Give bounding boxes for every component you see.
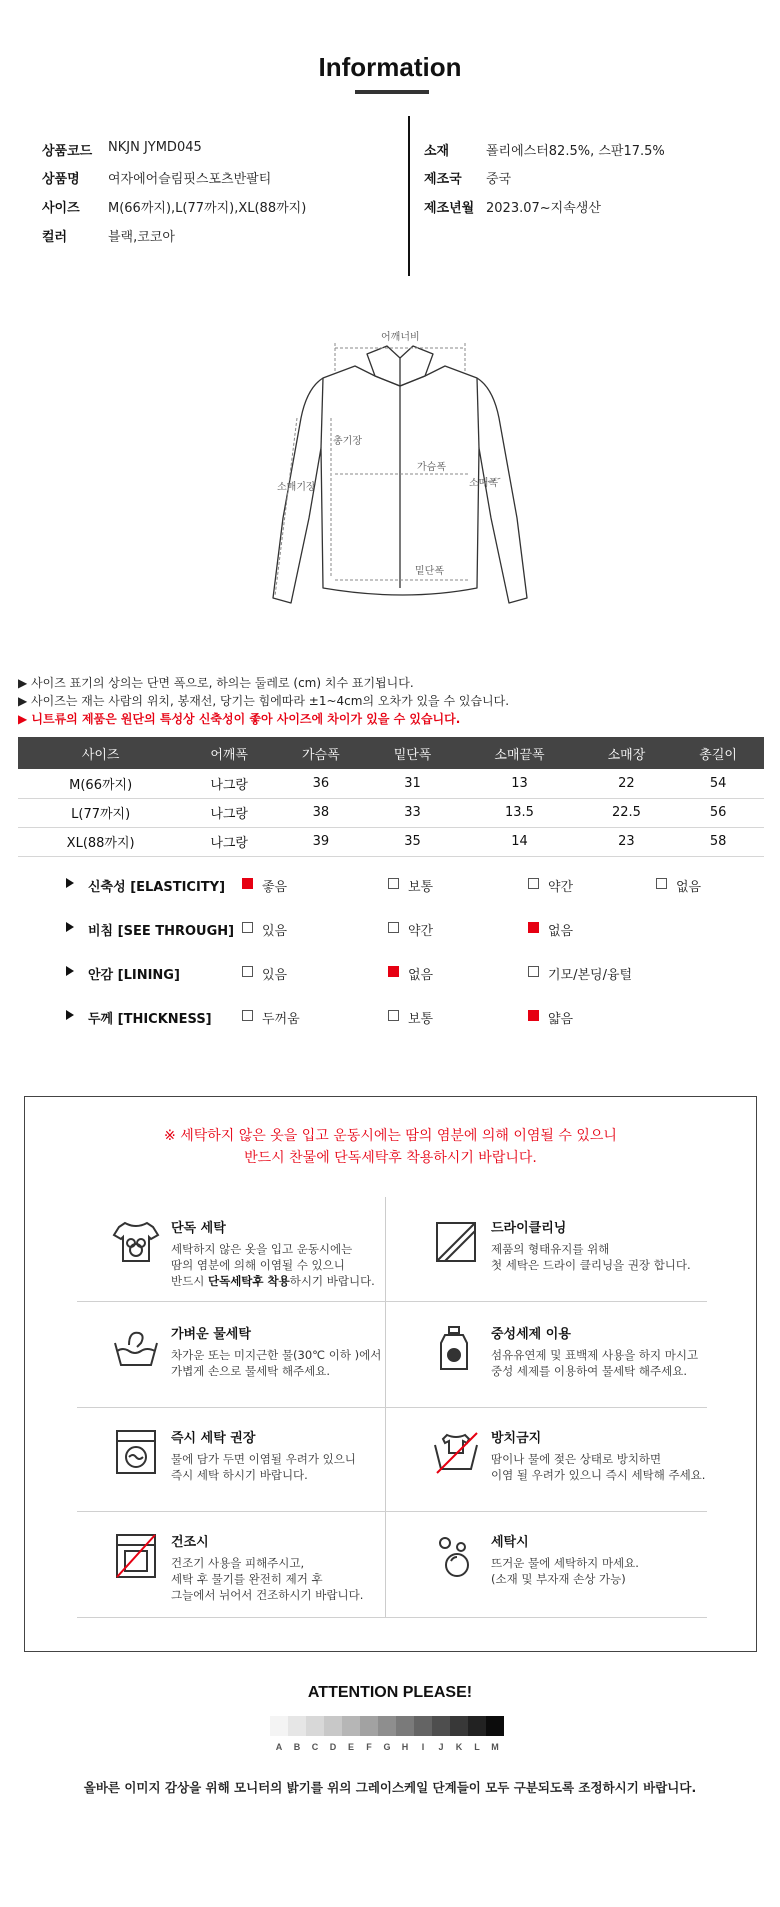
label-hem: 밑단폭 [415,566,444,577]
wash-item-title: 드라이클리닝 [491,1221,567,1236]
wash-warning-line-1: ※ 세탁하지 않은 옷을 입고 운동시에는 땀의 염분에 의해 이염될 수 있으니 [164,1128,617,1144]
feature-option-label: 약간 [408,924,434,939]
info-value: NKJN JYMD045 [108,140,202,155]
table-cell: 35 [367,827,459,856]
no-dryer-icon [111,1531,161,1581]
size-table-header-cell: 소매끝폭 [458,737,580,769]
gray-letter: J [438,1742,444,1752]
wash-item-line: 중성 세제를 이용하여 물세탁 해주세요. [491,1364,688,1378]
gray-swatch [288,1716,306,1736]
info-value: 폴리에스터82.5%, 스판17.5% [486,144,665,159]
feature-option-label: 얇음 [548,1012,574,1027]
feature-label: 신축성 [ELASTICITY] [88,880,226,895]
table-cell: 22.5 [581,798,673,827]
feature-option-label: 보통 [408,1012,434,1027]
note-3: ▶ 니트류의 제품은 원단의 특성상 신축성이 좋아 사이즈에 차이가 있을 수 있습니다. [18,712,461,726]
wash-item-desc [171,1451,356,1483]
feature-row [0,918,780,940]
size-table-header [18,737,764,769]
label-sleeve-length: 소매기장 [277,482,316,493]
label-chest: 가슴폭 [417,462,446,473]
info-key: 사이즈 [42,201,80,216]
grayscale-bar [270,1716,504,1736]
feature-option-label: 보통 [408,880,434,895]
feature-option-label: 없음 [548,924,574,939]
wash-item-title: 건조시 [171,1535,209,1550]
wash-item-line: 첫 세탁은 드라이 클리닝을 권장 합니다. [491,1258,691,1272]
table-cell: 39 [275,827,367,856]
info-key: 소재 [424,144,450,159]
table-cell: 14 [458,827,580,856]
garment-measurement-diagram [255,318,545,618]
triangle-bullet-icon [66,1010,74,1020]
wash-item-line-part: 반드시 [171,1274,208,1288]
size-table-header-cell: 총길이 [672,737,764,769]
wash-warning-line-2: 반드시 찬물에 단독세탁후 착용하시기 바랍니다. [244,1150,537,1166]
size-table-header-cell: 밑단폭 [367,737,459,769]
hand-wash-icon [111,1323,161,1373]
gray-swatch [270,1716,288,1736]
wash-item-line: 뜨거운 물에 세탁하지 마세요. [491,1556,639,1570]
size-table-header-cell: 어깨폭 [183,737,275,769]
table-cell: 나그랑 [183,798,275,827]
checked-box-icon [528,1010,539,1021]
table-cell: 33 [367,798,459,827]
table-cell: 나그랑 [183,827,275,856]
table-cell: XL(88까지) [18,827,183,856]
table-row [18,827,764,856]
wash-item [431,1323,731,1413]
unchecked-box-icon [528,966,539,977]
info-key: 제조국 [424,172,462,187]
info-divider [408,116,410,276]
wash-item [111,1323,411,1413]
wash-item-line: 땀의 염분에 의해 이염될 수 있으니 [171,1258,345,1272]
table-cell: 22 [581,769,673,798]
label-sleeve-end: 소매폭 [469,478,498,489]
wash-item-line: 차가운 또는 미지근한 물(30℃ 이하 )에서 [171,1348,382,1362]
wash-warning [25,1125,756,1169]
label-shoulder: 어깨너비 [381,332,420,343]
table-cell: 나그랑 [183,769,275,798]
wash-item-title: 세탁시 [491,1535,529,1550]
wash-item-line: 그늘에서 뉘어서 건조하시기 바랍니다. [171,1588,364,1602]
bubbles-icon [431,1531,481,1581]
shirt-wash-icon [111,1217,161,1267]
gray-swatch [414,1716,432,1736]
gray-letter: I [421,1742,425,1752]
wash-item-line: 세탁하지 않은 옷을 입고 운동시에는 [171,1242,353,1256]
no-soak-icon [431,1427,481,1477]
feature-row [0,962,780,984]
wash-item-desc [171,1241,375,1289]
gray-letter: C [311,1742,319,1752]
wash-item-line: 즉시 세탁 하시기 바랍니다. [171,1468,308,1482]
gray-swatch [324,1716,342,1736]
gray-swatch [396,1716,414,1736]
gray-letter: A [275,1742,283,1752]
unchecked-box-icon [656,878,667,889]
table-cell: 13 [458,769,580,798]
feature-row [0,874,780,896]
wash-item-title: 방치금지 [491,1431,542,1446]
wash-item [431,1217,731,1307]
feature-label: 안감 [LINING] [88,968,180,983]
dry-clean-icon [431,1217,481,1267]
wash-item [111,1531,411,1621]
wash-item-title: 중성세제 이용 [491,1327,571,1342]
gray-swatch [432,1716,450,1736]
info-value: 블랙,코코아 [108,230,175,245]
washing-machine-icon [111,1427,161,1477]
wash-item-desc [491,1347,698,1379]
size-notes [18,674,509,728]
wash-item-line-part: 하시기 바랍니다. [289,1274,375,1288]
gray-letter: E [347,1742,354,1752]
gray-swatch [306,1716,324,1736]
gray-letter: K [455,1742,463,1752]
gray-letter: M [491,1742,499,1752]
label-length: 총기장 [333,436,362,447]
feature-option-label: 있음 [262,968,288,983]
info-key: 상품명 [42,172,80,187]
table-cell: 36 [275,769,367,798]
wash-item-line: 이염 될 우려가 있으니 즉시 세탁해 주세요. [491,1468,706,1482]
gray-swatch [378,1716,396,1736]
wash-item-line: 세탁 후 물기를 완전히 제거 후 [171,1572,323,1586]
table-cell: 58 [672,827,764,856]
info-value: 중국 [486,172,512,187]
table-cell: 38 [275,798,367,827]
wash-item [431,1531,731,1621]
table-cell: L(77까지) [18,798,183,827]
wash-item-line: 섬유유연제 및 표백제 사용을 하지 마시고 [491,1348,699,1362]
wash-item [431,1427,731,1517]
checked-box-icon [388,966,399,977]
table-cell: 23 [581,827,673,856]
table-row [18,769,764,798]
wash-item-line: (소재 및 부자재 손상 가능) [491,1572,626,1586]
wash-item-line: 물에 담가 두면 이염될 우려가 있으니 [171,1452,356,1466]
note-2: ▶ 사이즈는 재는 사람의 위치, 봉재선, 당기는 힘에따라 ±1~4cm의 오차가 있을 수 있습니다. [18,694,510,708]
info-key: 상품코드 [42,144,93,159]
feature-row [0,1006,780,1028]
wash-item-desc [171,1555,363,1603]
feature-option-label: 약간 [548,880,574,895]
table-cell: 31 [367,769,459,798]
feature-label: 비침 [SEE THROUGH] [88,924,235,939]
triangle-bullet-icon [66,966,74,976]
unchecked-box-icon [242,1010,253,1021]
unchecked-box-icon [388,922,399,933]
triangle-bullet-icon [66,922,74,932]
wash-item-title: 즉시 세탁 권장 [171,1431,256,1446]
wash-item-desc [491,1555,639,1587]
wash-item-emphasis: 단독세탁후 착용 [207,1274,290,1288]
gray-swatch [486,1716,504,1736]
detergent-icon [431,1323,481,1373]
size-table-header-cell: 가슴폭 [275,737,367,769]
gray-letter: F [366,1742,372,1752]
wash-item-desc [491,1241,691,1273]
wash-item [111,1217,411,1307]
table-row [18,798,764,827]
gray-swatch [450,1716,468,1736]
unchecked-box-icon [388,1010,399,1021]
gray-letter: L [474,1742,480,1752]
size-table-header-cell: 소매장 [581,737,673,769]
info-value: 여자에어슬림핏스포츠반팔티 [108,172,272,187]
wash-item-line: 건조기 사용을 피해주시고, [171,1556,305,1570]
feature-option-label: 두꺼움 [262,1012,300,1027]
size-table [18,737,764,857]
note-1: ▶ 사이즈 표기의 상의는 단면 폭으로, 하의는 둘레로 (cm) 치수 표기됩니다. [18,676,414,690]
attention-title: ATTENTION PLEASE! [307,1684,473,1701]
wash-item-desc [491,1451,705,1483]
wash-item [111,1427,411,1517]
wash-item-line: 제품의 형태유지를 위해 [491,1242,610,1256]
gray-letter: B [293,1742,301,1752]
unchecked-box-icon [528,878,539,889]
feature-option-label: 좋음 [262,880,288,895]
gray-swatch [468,1716,486,1736]
grayscale-letters [270,1742,504,1752]
wash-item-line: 가볍게 손으로 물세탁 해주세요. [171,1364,331,1378]
grayscale-note: 올바른 이미지 감상을 위해 모니터의 밝기를 위의 그레이스케일 단계들이 모두 구분되도록 조정하시기 바랍니다. [83,1780,697,1795]
triangle-bullet-icon [66,878,74,888]
table-cell: 13.5 [458,798,580,827]
gray-letter: G [383,1742,391,1752]
gray-swatch [342,1716,360,1736]
wash-item-title: 단독 세탁 [171,1221,226,1236]
wash-item-title: 가벼운 물세탁 [171,1327,251,1342]
table-cell: M(66까지) [18,769,183,798]
unchecked-box-icon [242,966,253,977]
gray-letter: H [401,1742,409,1752]
feature-label: 두께 [THICKNESS] [88,1012,212,1027]
wash-item-line [171,1273,375,1289]
table-cell: 54 [672,769,764,798]
feature-option-label: 없음 [676,880,702,895]
info-key: 제조년월 [424,201,475,216]
feature-option-label: 없음 [408,968,434,983]
size-table-header-cell: 사이즈 [18,737,183,769]
unchecked-box-icon [242,922,253,933]
table-cell: 56 [672,798,764,827]
feature-option-label: 있음 [262,924,288,939]
wash-item-line: 땀이나 물에 젖은 상태로 방치하면 [491,1452,662,1466]
feature-option-label: 기모/본딩/융털 [548,968,633,983]
checked-box-icon [528,922,539,933]
info-value: M(66까지),L(77까지),XL(88까지) [108,201,307,216]
unchecked-box-icon [388,878,399,889]
gray-swatch [360,1716,378,1736]
gray-letter: D [329,1742,337,1752]
info-key: 컬러 [42,230,68,245]
info-value: 2023.07~지속생산 [486,201,601,216]
title-underline [355,90,429,94]
page-title: Information [318,52,462,82]
wash-guide [24,1096,757,1652]
wash-item-desc [171,1347,381,1379]
checked-box-icon [242,878,253,889]
